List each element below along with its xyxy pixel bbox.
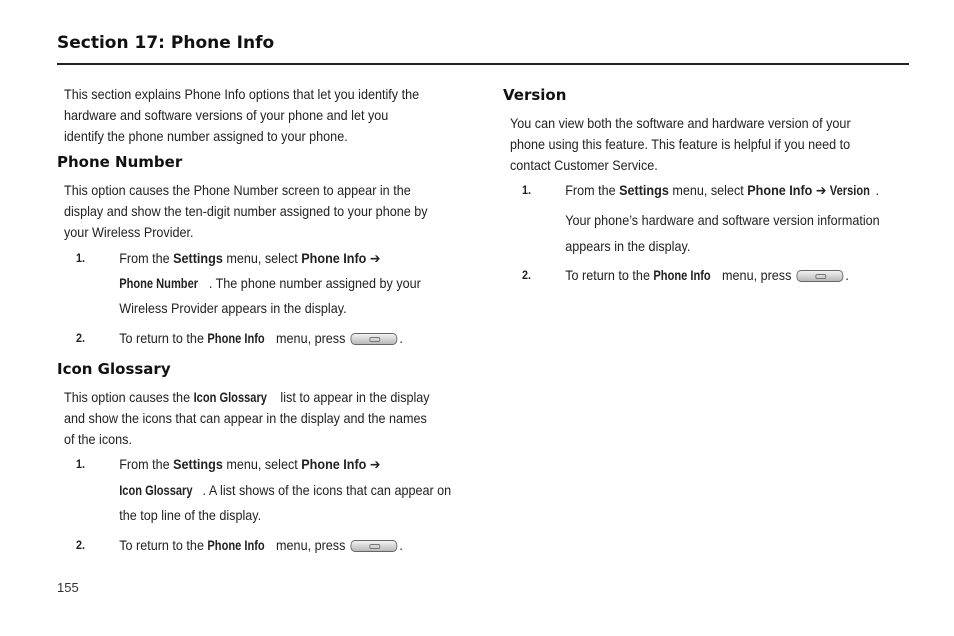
menu-settings: Settings <box>173 250 223 266</box>
icon-glossary-paragraph <box>64 387 430 450</box>
version-step-1 <box>522 178 900 263</box>
version-paragraph <box>510 113 851 176</box>
menu-phone-info: Phone Info <box>301 250 367 266</box>
title-divider <box>57 63 909 65</box>
menu-phone-info: Phone Info <box>301 456 367 472</box>
icon-glossary-step-2 <box>76 533 454 558</box>
step-text: From the Settings menu, select Phone Info ➔ <box>119 250 381 266</box>
step-number: 2. <box>522 268 532 282</box>
step-number: 2. <box>76 331 86 345</box>
step-text: From the Settings menu, select Phone Info ➔ Version . <box>565 178 879 203</box>
back-softkey-icon <box>797 270 844 282</box>
step-text-cont: Icon Glossary . A list shows of the icons that can appear on <box>119 478 451 503</box>
step-number: 1. <box>522 183 532 197</box>
step-text: To return to the Phone Info menu, press . <box>119 326 403 351</box>
phone-number-step-1 <box>76 246 454 326</box>
step-number: 1. <box>76 457 86 471</box>
step-number: 2. <box>76 538 86 552</box>
phone-number-paragraph <box>64 180 428 243</box>
heading-icon-glossary: Icon Glossary <box>57 360 171 378</box>
menu-icon-glossary: Icon Glossary <box>193 389 267 405</box>
arrow-icon: ➔ <box>366 456 381 472</box>
phone-number-step-2 <box>76 326 454 351</box>
step-text-cont: Wireless Provider appears in the display. <box>119 300 347 316</box>
paragraph-line: display and show the ten-digit number assigned to your phone by <box>64 203 428 219</box>
menu-version: Version <box>829 182 870 198</box>
step-text-cont: the top line of the display. <box>119 507 262 523</box>
paragraph-line: your Wireless Provider. <box>64 224 194 240</box>
icon-glossary-step-1 <box>76 452 454 532</box>
page-number: 155 <box>57 580 79 595</box>
paragraph-line: of the icons. <box>64 431 132 447</box>
page-title: Section 17: Phone Info <box>57 33 275 53</box>
intro-line: identify the phone number assigned to your phone. <box>64 128 348 144</box>
menu-phone-info: Phone Info <box>747 182 813 198</box>
menu-phone-info: Phone Info <box>653 267 711 283</box>
menu-settings: Settings <box>173 456 223 472</box>
step-text: To return to the Phone Info menu, press . <box>565 263 849 288</box>
menu-phone-number: Phone Number <box>119 275 199 291</box>
paragraph-line: You can view both the software and hardware version of your <box>510 115 851 131</box>
menu-settings: Settings <box>619 182 669 198</box>
step-note: appears in the display. <box>565 238 691 254</box>
menu-phone-info: Phone Info <box>207 330 265 346</box>
intro-line: hardware and software versions of your phone and let you <box>64 107 389 123</box>
version-step-2 <box>522 263 900 288</box>
arrow-icon: ➔ <box>812 182 830 198</box>
menu-phone-info: Phone Info <box>207 537 265 553</box>
paragraph-line: and show the icons that can appear in the display and the names <box>64 410 427 426</box>
paragraph-line: contact Customer Service. <box>510 157 658 173</box>
step-text-cont: Phone Number . The phone number assigned by your <box>119 271 421 296</box>
step-note: Your phone’s hardware and software version information <box>565 212 880 228</box>
arrow-icon: ➔ <box>366 250 381 266</box>
paragraph-line: This option causes the Phone Number screen to appear in the <box>64 182 411 198</box>
intro-line: This section explains Phone Info options that let you identify the <box>64 86 420 102</box>
step-text: From the Settings menu, select Phone Info ➔ <box>119 456 381 472</box>
back-softkey-icon <box>351 333 398 345</box>
menu-icon-glossary: Icon Glossary <box>119 482 193 498</box>
intro-paragraph <box>64 84 419 147</box>
paragraph-line: This option causes the Icon Glossary list to appear in the display <box>64 387 430 408</box>
heading-version: Version <box>503 86 567 104</box>
back-softkey-icon <box>351 540 398 552</box>
paragraph-line: phone using this feature. This feature is helpful if you need to <box>510 136 851 152</box>
step-number: 1. <box>76 251 86 265</box>
step-text: To return to the Phone Info menu, press . <box>119 533 403 558</box>
heading-phone-number: Phone Number <box>57 153 183 171</box>
